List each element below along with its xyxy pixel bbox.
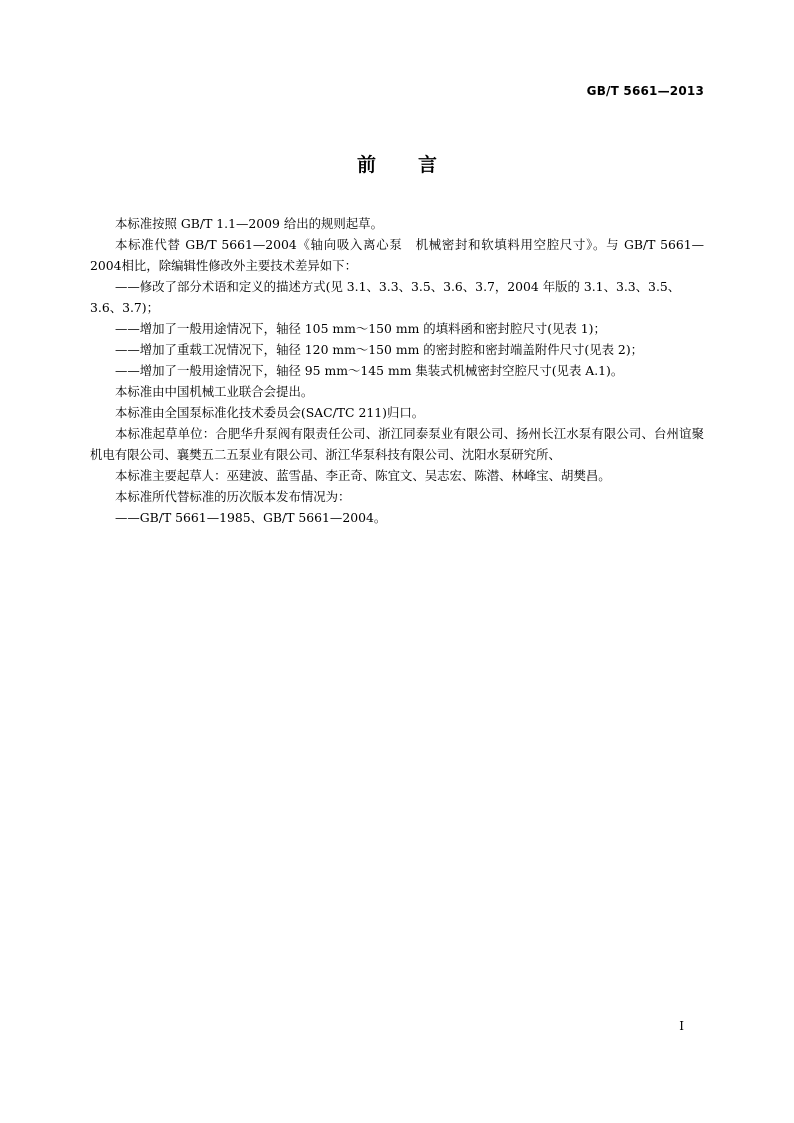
list-item-change: ——增加了一般用途情况下，轴径 105 mm～150 mm 的填料函和密封腔尺寸(见表 1)； bbox=[115, 321, 606, 336]
paragraph-drafting-units: 本标准起草单位：合肥华升泵阀有限责任公司、浙江同泰泵业有限公司、扬州长江水泵有限公司、台州谊聚机电有限公司、襄樊五二五泵业有限公司、浙江华泵科技有限公司、沈阳水泵研究所、 bbox=[90, 426, 704, 462]
paragraph-proposer: 本标准由中国机械工业联合会提出。 bbox=[115, 384, 314, 399]
page-number: I bbox=[679, 1019, 684, 1033]
paragraph-drafting-rules: 本标准按照 GB/T 1.1—2009 给出的规则起草。 bbox=[115, 216, 383, 231]
paragraph-drafters: 本标准主要起草人：巫建波、蓝雪晶、李正奇、陈宜文、吴志宏、陈潜、林峰宝、胡樊昌。 bbox=[115, 468, 611, 483]
list-item-change: ——增加了重载工况情况下，轴径 120 mm～150 mm 的密封腔和密封端盖附件尺寸(见表 2)； bbox=[115, 342, 644, 357]
list-item-history: ——GB/T 5661—1985、GB/T 5661—2004。 bbox=[115, 510, 387, 525]
list-item-change: ——修改了部分术语和定义的描述方式(见 3.1、3.3、3.5、3.6、3.7，2004 年版的 3.1、3.3、3.5、3.6、3.7)； bbox=[90, 279, 681, 315]
standard-code: GB/T 5661—2013 bbox=[586, 84, 704, 98]
list-item-change: ——增加了一般用途情况下，轴径 95 mm～145 mm 集装式机械密封空腔尺寸(见表 A.1)。 bbox=[115, 363, 624, 378]
paragraph-history: 本标准所代替标准的历次版本发布情况为： bbox=[115, 489, 351, 504]
paragraph-centralized: 本标准由全国泵标准化技术委员会(SAC/TC 211)归口。 bbox=[115, 405, 425, 420]
foreword-body bbox=[90, 213, 704, 528]
page-title: 前言 bbox=[356, 154, 479, 176]
paragraph-replacement: 本标准代替 GB/T 5661—2004《轴向吸入离心泵 机械密封和软填料用空腔尺寸》。与 GB/T 5661—2004相比，除编辑性修改外主要技术差异如下： bbox=[90, 237, 704, 273]
